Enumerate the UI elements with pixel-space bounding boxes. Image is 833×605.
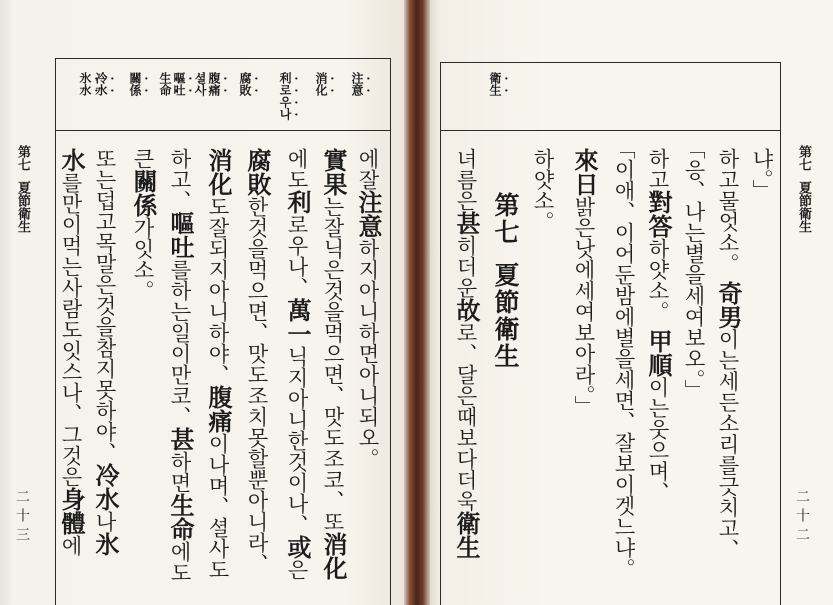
text-column: 「응、나는별을세여보오。」 xyxy=(682,138,706,401)
lesson-title xyxy=(487,192,523,370)
right-running-head xyxy=(793,145,813,233)
hanja-term: 消化 xyxy=(204,148,233,196)
running-head-chapter: 第七 xyxy=(15,145,30,171)
hanja-term: 生命 xyxy=(166,493,195,541)
text-column: 腐敗한것을먹으면、맛도조치못할뿐아니라、 xyxy=(243,148,272,574)
hanja-term: 身體 xyxy=(57,487,86,535)
glossary-term: 腐敗 xyxy=(238,72,252,96)
glossary-term: 生命 xyxy=(158,72,172,96)
text-column: 냐。」 xyxy=(750,148,774,201)
running-head-title: 夏節衛生 xyxy=(15,181,30,233)
text-column: 에도利로우나、萬一닉지아니한것이나、或은 xyxy=(283,148,312,580)
hanja-term: 利 xyxy=(283,190,312,214)
running-head-title: 夏節衛生 xyxy=(796,181,811,233)
running-head-chapter: 第七 xyxy=(796,145,811,171)
text-column: 實果는잘닉은것을먹으면、맛도조코、또消化 xyxy=(319,148,348,580)
text-column: 또는덥고목말은것을참지못하야、冷水나氷 xyxy=(91,148,120,556)
hanja-term: 關係 xyxy=(129,169,158,217)
right-page-number: 二十二 xyxy=(794,489,810,546)
text-column: 來日밝은낫에세여보아라。」 xyxy=(570,148,599,417)
glossary-term: 消化 xyxy=(314,72,328,96)
text-column: 하고물엇소。 奇男이는세든소리를긋치고、 xyxy=(714,148,743,560)
text-column: 녀름은甚히더운故로、달은때보다더욱衛生 xyxy=(452,148,481,559)
hanja-term: 故 xyxy=(452,298,481,322)
glossary-term: 嘔吐 xyxy=(172,72,186,96)
hanja-term: 實果 xyxy=(319,148,348,196)
glossary-term: 利로우나 xyxy=(278,72,292,120)
book-spine xyxy=(404,0,430,605)
text-column: 하고對答하얏소。 甲順이는웃으며、 xyxy=(644,148,673,503)
glossary-term: 衛生 xyxy=(488,72,502,96)
hanja-term: 來日 xyxy=(570,148,599,196)
lesson-number: 第七 xyxy=(491,192,520,246)
hanja-term: 腹痛 xyxy=(204,385,233,433)
hanja-term: 對答 xyxy=(644,190,673,238)
hanja-term: 萬一 xyxy=(283,298,312,346)
glossary-term: 注意 xyxy=(350,72,364,96)
hanja-term: 腐敗 xyxy=(243,148,272,196)
glossary-term: 冷水 xyxy=(94,72,108,96)
hanja-term: 甚 xyxy=(452,211,481,235)
lesson-title-text: 夏節衛生 xyxy=(491,262,520,370)
text-column: 水를만이먹는사람도잇스나、그것은身體에 xyxy=(57,148,86,556)
left-page-number: 二十三 xyxy=(14,489,30,546)
hanja-term: 氷 xyxy=(91,532,120,556)
glossary-term: 關係 xyxy=(128,72,142,96)
text-column: 하얏소。 xyxy=(531,148,555,232)
glossary-term: 腹痛 xyxy=(207,72,221,96)
hanja-term: 甲順 xyxy=(644,328,673,377)
hanja-term: 或 xyxy=(283,535,312,559)
hanja-term: 注意 xyxy=(354,190,383,238)
hanja-term: 衛生 xyxy=(452,511,481,559)
text-column: 하고、嘔吐를하는일이만코、甚하면生命에도 xyxy=(166,148,195,583)
text-column: 「이애、이어둔밤에별을세면、잘보이겟느냐。 xyxy=(612,138,636,579)
left-running-head xyxy=(12,145,32,233)
text-column: 에잘注意하지아니하면아니되오。 xyxy=(354,148,383,469)
hanja-term: 冷水 xyxy=(91,463,120,511)
glossary-term: 氷水 xyxy=(78,72,92,96)
glossary-term: 셜사 xyxy=(193,72,207,96)
text-column: 큰關係가잇소。 xyxy=(129,148,158,301)
hanja-term: 嘔吐 xyxy=(166,211,195,259)
hanja-term: 水 xyxy=(57,148,86,172)
hanja-term: 奇男 xyxy=(714,280,743,329)
hanja-term: 消化 xyxy=(319,532,348,580)
text-column: 消化도잘되지아니하야、腹痛이나며、셜사도 xyxy=(204,148,233,580)
hanja-term: 甚 xyxy=(166,427,195,451)
